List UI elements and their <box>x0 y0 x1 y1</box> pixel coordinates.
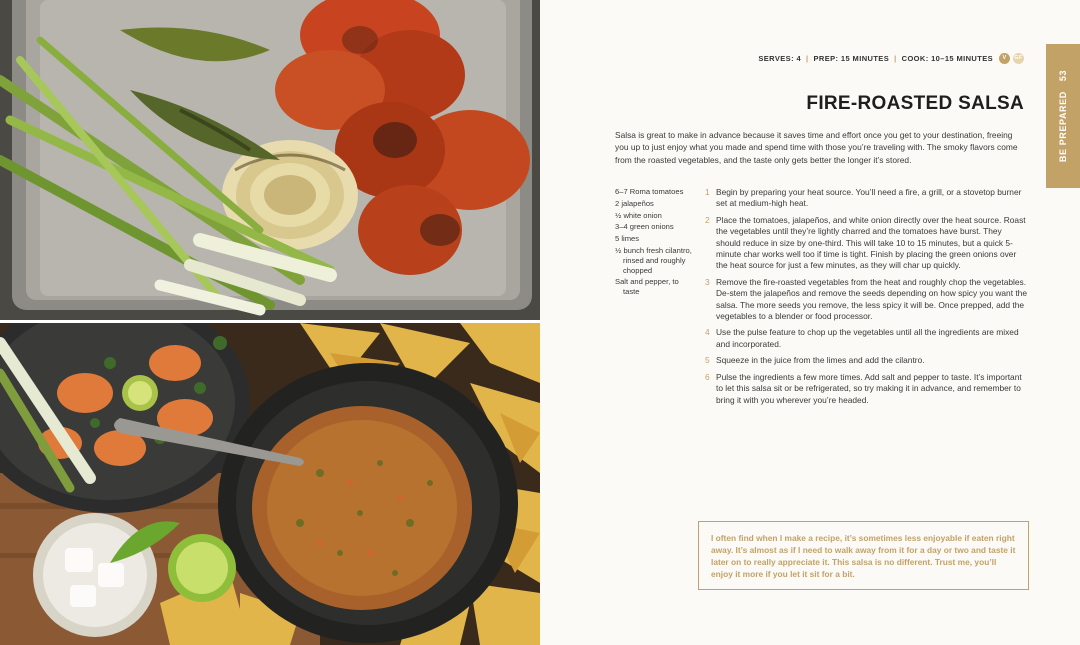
ingredient-item: ½ bunch fresh cilantro, rinsed and roughly chopped <box>615 245 692 275</box>
step-item <box>705 372 1027 406</box>
vegetarian-badge-icon: V <box>999 53 1010 64</box>
salsa-bowl-photo <box>0 323 540 645</box>
gluten-free-badge-icon: GF <box>1013 53 1024 64</box>
meta-separator: | <box>894 54 897 63</box>
ingredient-item: ½ white onion <box>615 210 662 220</box>
ingredient-item: 5 limes <box>615 234 640 244</box>
step-text: Begin by preparing your heat source. You’ll need a fire, a grill, or a stovetop burner set at medium-high heat. <box>716 187 1022 209</box>
step-item <box>705 355 1027 366</box>
author-note-text: I often find when I make a recipe, it’s sometimes less enjoyable if eaten right away. It’s almost as if I need to walk away from it for a day or two and taste it later on to really appreciate it. This salsa is no different. Trust me, you’ll enjoy it more if you let it sit for a bit. <box>711 533 1016 579</box>
recipe-title: FIRE-ROASTED SALSA <box>806 93 1024 114</box>
step-number: 6 <box>705 371 710 382</box>
section-tab <box>1046 44 1080 188</box>
ingredient-list <box>615 187 693 299</box>
step-text: Use the pulse feature to chop up the vegetables until all the ingredients are mixed and incorporated. <box>716 327 1019 349</box>
step-number: 2 <box>705 214 710 225</box>
step-text: Place the tomatoes, jalapeños, and white onion directly over the heat source. Roast the vegetables until they’re lightly charred and the tomatoes have burst. They should reduce in size by one-third. This will take 10 to 15 minutes, but a quick 5-minute char works well too if time is tight. Finish by placing the green onions over the heat source for just a few minutes, as they will char up quickly. <box>716 214 1026 271</box>
step-number: 5 <box>705 355 710 366</box>
cook-time-text: COOK: 10–15 MINUTES <box>901 54 993 63</box>
step-text: Squeeze in the juice from the limes and add the cilantro. <box>716 355 925 366</box>
step-item <box>705 215 1027 272</box>
ingredient-item: Salt and pepper, to taste <box>615 277 679 297</box>
section-tab-text <box>1058 46 1068 186</box>
step-text: Remove the fire-roasted vegetables from the heat and roughly chop the vegetables. De-stem the jalapeños and remove the seeds depending on how spicy you want the salsa. The more seeds you remove, the less spicy it will be. Once prepped, add the vegetables to a blender or food processor. <box>716 276 1027 322</box>
ingredient-item: 6–7 Roma tomatoes <box>615 187 684 196</box>
method-steps <box>705 187 1027 411</box>
recipe-meta <box>758 53 1024 64</box>
ingredient-item: 2 jalapeños <box>615 198 654 208</box>
step-text: Pulse the ingredients a few more times. Add salt and pepper to taste. It’s important to let this salsa sit or be refrigerated, so try making it in advance, and remember to bring it with you wherever you’re headed. <box>716 371 1022 405</box>
step-number: 1 <box>705 187 710 197</box>
ingredient-item: 3–4 green onions <box>615 222 674 232</box>
prep-time-text: PREP: 15 MINUTES <box>813 54 890 63</box>
recipe-intro: Salsa is great to make in advance because it saves time and effort once you get to your destination, freeing you up to just enjoy what you made and spend time with those you’re traveling with. The smoky flavors come from the roasted vegetables, and the taste only gets better the longer it’s stored. <box>615 130 1018 165</box>
serves-text: SERVES: 4 <box>758 54 802 63</box>
roasted-vegetables-photo <box>0 0 540 320</box>
meta-separator: | <box>806 54 809 63</box>
step-number: 4 <box>705 327 710 338</box>
step-item <box>705 327 1027 350</box>
author-note-box <box>698 521 1029 590</box>
step-item <box>705 187 1027 210</box>
step-item <box>705 277 1027 323</box>
page-number: 53 <box>1058 69 1068 82</box>
section-label: BE PREPARED <box>1058 91 1068 163</box>
recipe-page <box>540 0 1080 645</box>
step-number: 3 <box>705 276 710 287</box>
